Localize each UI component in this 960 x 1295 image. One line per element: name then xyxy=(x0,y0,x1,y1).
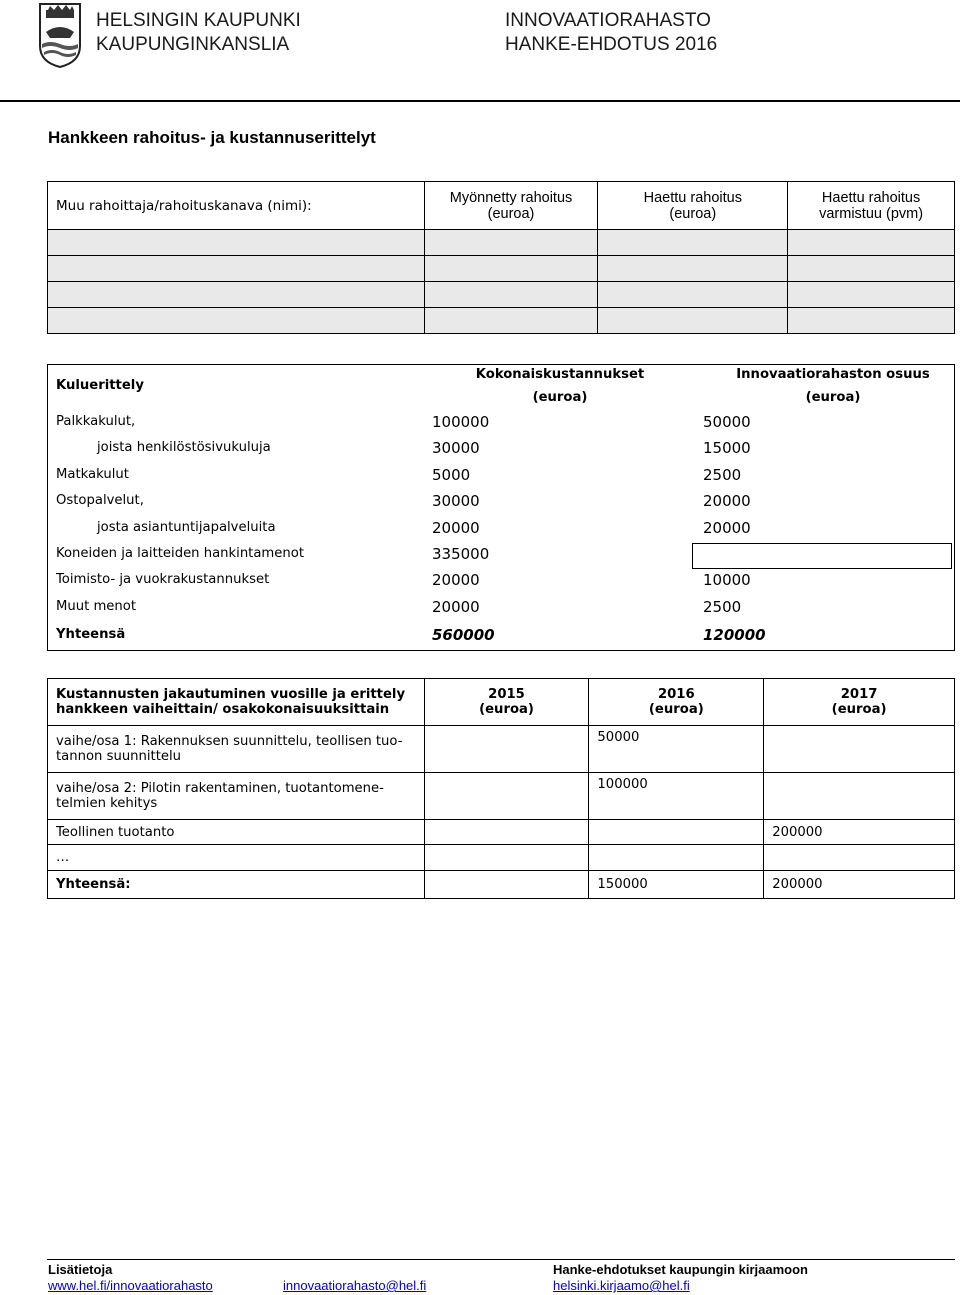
cost-row-total[interactable]: 20000 xyxy=(432,597,480,616)
funding-col-name: Muu rahoittaja/rahoituskanava (nimi): xyxy=(48,182,425,230)
org-name: HELSINGIN KAUPUNKI xyxy=(96,10,301,31)
footer-divider xyxy=(47,1259,955,1260)
footer-info-title: Lisätietoja xyxy=(48,1262,113,1277)
footer-info-link[interactable]: www.hel.fi/innovaatiorahasto xyxy=(48,1278,213,1293)
requested-input[interactable] xyxy=(598,282,788,308)
granted-input[interactable] xyxy=(424,230,598,256)
cost-row-total[interactable]: 30000 xyxy=(432,439,480,458)
yearly-col-2017: 2017 (euroa) xyxy=(764,679,955,726)
value-2017[interactable] xyxy=(764,845,955,871)
cost-row-total[interactable]: 5000 xyxy=(432,465,471,484)
funding-row[interactable] xyxy=(48,256,955,282)
footer-info-email[interactable]: innovaatiorahasto@hel.fi xyxy=(283,1278,427,1293)
requested-input[interactable] xyxy=(598,230,788,256)
cost-col-total-unit: (euroa) xyxy=(532,390,588,405)
cost-row-total[interactable]: 335000 xyxy=(432,545,490,563)
cost-row-label: Matkakulut xyxy=(56,466,129,482)
value-2017[interactable] xyxy=(764,726,955,773)
cost-row-total[interactable]: 20000 xyxy=(432,571,480,590)
yearly-sum-label: Yhteensä: xyxy=(48,871,425,899)
value-2016[interactable] xyxy=(589,820,764,845)
cost-sum-label: Yhteensä xyxy=(56,627,126,642)
funding-table xyxy=(47,181,955,334)
header-divider xyxy=(0,100,960,102)
yearly-col-2016: 2016 (euroa) xyxy=(589,679,764,726)
funding-col-granted: Myönnetty rahoitus (euroa) xyxy=(424,182,598,230)
cost-breakdown-box xyxy=(47,364,955,651)
granted-input[interactable] xyxy=(424,308,598,334)
sum-2015 xyxy=(424,871,589,899)
cost-row-share[interactable]: 15000 xyxy=(703,439,751,458)
table-row xyxy=(48,845,955,871)
funding-row[interactable] xyxy=(48,308,955,334)
cost-row-share[interactable]: 20000 xyxy=(703,518,751,537)
funding-row[interactable] xyxy=(48,282,955,308)
funder-name-input[interactable] xyxy=(48,308,425,334)
footer-submit-title: Hanke-ehdotukset kaupungin kirjaamoon xyxy=(553,1262,808,1277)
footer-submit-email[interactable]: helsinki.kirjaamo@hel.fi xyxy=(553,1278,690,1293)
value-2017[interactable] xyxy=(764,773,955,820)
sum-2016: 150000 xyxy=(589,871,764,899)
cost-col-label: Kuluerittely xyxy=(56,378,144,393)
table-row xyxy=(48,773,955,820)
helsinki-crest-icon xyxy=(38,2,82,68)
confirmed-date-input[interactable] xyxy=(788,308,955,334)
sum-2017: 200000 xyxy=(764,871,955,899)
cost-row-share[interactable]: 10000 xyxy=(703,571,751,590)
cost-row-share[interactable]: 50000 xyxy=(703,413,751,431)
yearly-table xyxy=(47,678,955,899)
empty-share-cell[interactable] xyxy=(692,543,952,569)
granted-input[interactable] xyxy=(424,282,598,308)
confirmed-date-input[interactable] xyxy=(788,230,955,256)
org-unit: KAUPUNGINKANSLIA xyxy=(96,34,290,55)
yearly-col-label: Kustannusten jakautuminen vuosille ja erittely hankkeen vaiheittain/ osakokonaisuuksittain xyxy=(48,679,425,726)
cost-row-label: Muut menot xyxy=(56,598,137,614)
value-2016[interactable] xyxy=(589,845,764,871)
cost-col-share: Innovaatiorahaston osuus xyxy=(736,367,930,382)
confirmed-date-input[interactable] xyxy=(788,282,955,308)
cost-row-total[interactable]: 20000 xyxy=(432,518,480,537)
cost-row-label: josta asiantuntijapalveluita xyxy=(97,519,276,535)
cost-sum-share: 120000 xyxy=(703,626,766,644)
cost-col-share-unit: (euroa) xyxy=(805,390,861,405)
phase-label: vaihe/osa 1: Rakennuksen suunnittelu, teollisen tuo- tannon suunnittelu xyxy=(48,726,425,773)
funding-col-requested: Haettu rahoitus (euroa) xyxy=(598,182,788,230)
cost-row-label: Palkkakulut, xyxy=(56,414,136,429)
requested-input[interactable] xyxy=(598,308,788,334)
phase-label: … xyxy=(48,845,425,871)
funder-name-input[interactable] xyxy=(48,282,425,308)
cost-col-total: Kokonaiskustannukset xyxy=(475,367,645,382)
value-2015[interactable] xyxy=(424,773,589,820)
phase-label: vaihe/osa 2: Pilotin rakentaminen, tuotantomene- telmien kehitys xyxy=(48,773,425,820)
value-2015[interactable] xyxy=(424,726,589,773)
value-2016[interactable]: 100000 xyxy=(589,773,764,820)
value-2017[interactable]: 200000 xyxy=(764,820,955,845)
value-2015[interactable] xyxy=(424,820,589,845)
value-2016[interactable]: 50000 xyxy=(589,726,764,773)
confirmed-date-input[interactable] xyxy=(788,256,955,282)
funder-name-input[interactable] xyxy=(48,230,425,256)
cost-sum-total: 560000 xyxy=(432,626,495,644)
cost-row-label: Toimisto- ja vuokrakustannukset xyxy=(56,572,270,588)
cost-row-label: Ostopalvelut, xyxy=(56,493,144,509)
yearly-col-2015: 2015 (euroa) xyxy=(424,679,589,726)
cost-row-share[interactable]: 20000 xyxy=(703,492,751,511)
cost-row-share[interactable]: 2500 xyxy=(703,597,742,616)
table-row xyxy=(48,726,955,773)
cost-row-total[interactable]: 30000 xyxy=(432,492,480,511)
cost-row-label: joista henkilöstösivukuluja xyxy=(97,440,271,456)
funding-col-confirmed: Haettu rahoitus varmistuu (pvm) xyxy=(788,182,955,230)
cost-row-label: Koneiden ja laitteiden hankintamenot xyxy=(56,546,304,561)
phase-label: Teollinen tuotanto xyxy=(48,820,425,845)
doc-type: INNOVAATIORAHASTO xyxy=(505,10,711,31)
funder-name-input[interactable] xyxy=(48,256,425,282)
granted-input[interactable] xyxy=(424,256,598,282)
cost-row-share[interactable]: 2500 xyxy=(703,465,742,484)
table-row xyxy=(48,820,955,845)
funding-row[interactable] xyxy=(48,230,955,256)
cost-row-total[interactable]: 100000 xyxy=(432,413,490,431)
doc-title: HANKE-EHDOTUS 2016 xyxy=(505,34,718,55)
yearly-sum-row xyxy=(48,871,955,899)
requested-input[interactable] xyxy=(598,256,788,282)
section-title: Hankkeen rahoitus- ja kustannuserittelyt xyxy=(48,128,376,147)
value-2015[interactable] xyxy=(424,845,589,871)
